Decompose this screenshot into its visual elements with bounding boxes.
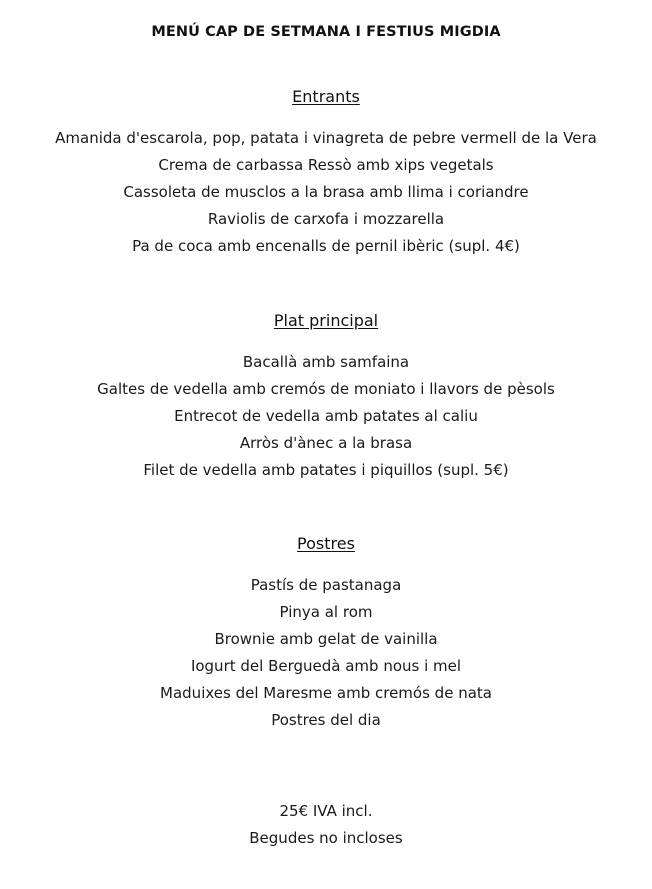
menu-item: Filet de vedella amb patates i piquillos (supl. 5€) <box>143 461 509 479</box>
section-postres <box>0 533 652 734</box>
menu-item: Arròs d'ànec a la brasa <box>239 434 413 452</box>
menu-item: Entrecot de vedella amb patates al caliu <box>174 407 478 425</box>
price-text: 25€ IVA incl. <box>279 802 373 820</box>
section-heading-plat-principal: Plat principal <box>273 311 379 330</box>
section-heading-postres: Postres <box>297 534 355 553</box>
section-heading-entrants: Entrants <box>292 87 360 106</box>
menu-item: Cassoleta de musclos a la brasa amb llima i coriandre <box>123 183 529 201</box>
drinks-note: Begudes no incloses <box>249 829 403 847</box>
menu-item: Maduixes del Maresme amb cremós de nata <box>160 684 492 702</box>
section-plat-principal <box>0 310 652 484</box>
menu-footer <box>0 798 652 852</box>
section-entrants <box>0 86 652 260</box>
menu-item: Raviolis de carxofa i mozzarella <box>207 210 445 228</box>
menu-title: MENÚ CAP DE SETMANA I FESTIUS MIGDIA <box>151 24 501 40</box>
menu-item: Pinya al rom <box>279 603 373 621</box>
menu-item: Crema de carbassa Ressò amb xips vegetals <box>158 156 494 174</box>
menu-item: Amanida d'escarola, pop, patata i vinagreta de pebre vermell de la Vera <box>55 129 597 147</box>
menu-item: Iogurt del Berguedà amb nous i mel <box>190 657 462 675</box>
menu-item: Pa de coca amb encenalls de pernil ibèric (supl. 4€) <box>132 237 520 255</box>
menu-item: Bacallà amb samfaina <box>242 353 410 371</box>
menu-item: Pastís de pastanaga <box>250 576 402 594</box>
menu-item: Galtes de vedella amb cremós de moniato i llavors de pèsols <box>97 380 555 398</box>
menu-item: Postres del dia <box>271 711 381 729</box>
menu-item: Brownie amb gelat de vainilla <box>214 630 438 648</box>
